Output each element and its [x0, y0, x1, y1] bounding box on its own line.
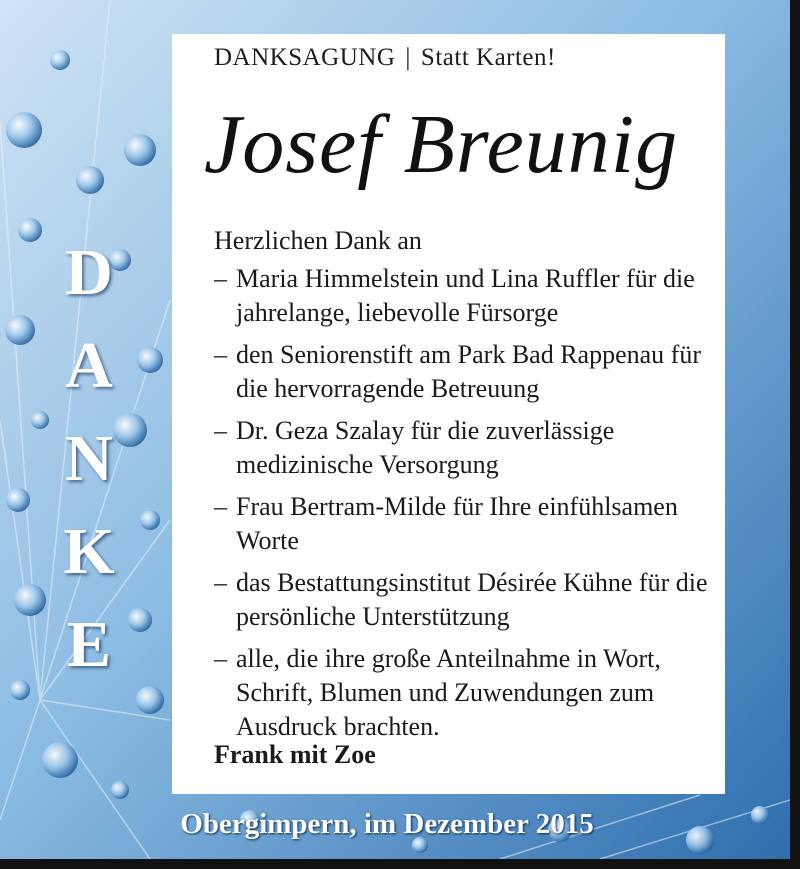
danke-letter: E: [66, 608, 112, 681]
footer-text: Obergimpern, im Dezember 2015: [180, 808, 594, 840]
danke-letter: D: [65, 236, 113, 309]
thanks-text: das Bestattungsinstitut Désirée Kühne für die persönliche Unterstützung: [236, 568, 708, 631]
thanks-item: [214, 262, 714, 330]
danke-vertical-word: [54, 226, 124, 691]
thanks-text: alle, die ihre große Anteilnahme in Wort, Schrift, Blumen und Zuwendungen zum Ausdruck brachten.: [236, 644, 661, 741]
thanks-dash: –: [214, 264, 227, 293]
thanks-item: [214, 566, 714, 634]
thanks-item: [214, 490, 714, 558]
thanks-item: [214, 338, 714, 406]
thanks-dash: –: [214, 644, 227, 673]
place-date-footer: [0, 808, 790, 841]
signature: Frank mit Zoe: [214, 740, 376, 769]
thanks-item: [214, 642, 714, 744]
header-line: [214, 44, 556, 72]
header-separator: |: [405, 44, 411, 71]
header-label: DANKSAGUNG: [214, 44, 396, 71]
thanks-intro: Herzlichen Dank an: [214, 226, 422, 255]
thanks-text: Maria Himmelstein und Lina Ruffler für die jahrelange, liebevolle Fürsorge: [236, 264, 695, 327]
deceased-name: Josef Breunig: [204, 98, 679, 191]
thanks-text: Frau Bertram-Milde für Ihre einfühlsamen Worte: [236, 492, 678, 555]
thanks-dash: –: [214, 492, 227, 521]
thanks-list: [214, 262, 714, 752]
danke-letter: N: [65, 422, 113, 495]
danke-letter: K: [63, 515, 115, 588]
danke-letter: A: [65, 329, 113, 402]
thanks-text: Dr. Geza Szalay für die zuverlässige medizinische Versorgung: [236, 416, 615, 479]
thanks-dash: –: [214, 340, 227, 369]
thanks-text: den Seniorenstift am Park Bad Rappenau für die hervorragende Betreuung: [236, 340, 701, 403]
thanks-dash: –: [214, 416, 227, 445]
header-note: Statt Karten!: [420, 44, 556, 71]
thanks-dash: –: [214, 568, 227, 597]
thanks-item: [214, 414, 714, 482]
